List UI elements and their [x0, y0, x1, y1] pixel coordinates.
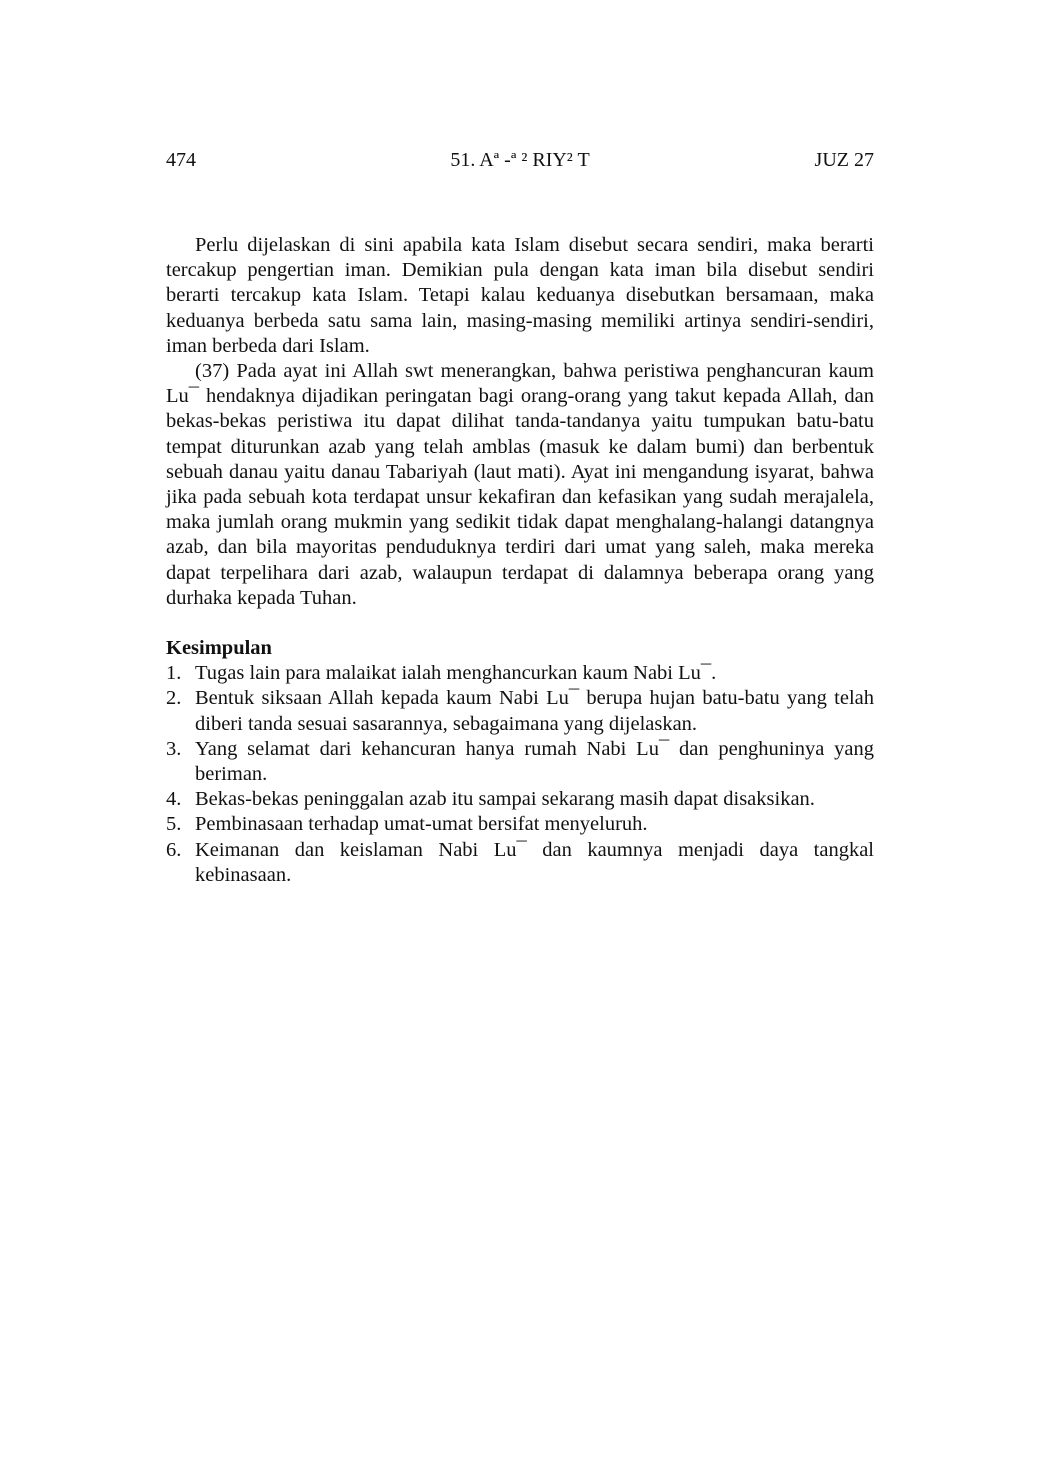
page-body [166, 233, 874, 888]
chapter-title: 51. Aª -ª ² RIY² T [450, 149, 590, 171]
list-item-text: Yang selamat dari kehancuran hanya rumah Nabi Lu¯ dan penghuninya yang beriman. [195, 737, 874, 786]
list-item-number: 5. [166, 813, 182, 836]
list-item-number: 3. [166, 737, 182, 760]
list-item [166, 686, 874, 736]
list-item [166, 737, 874, 787]
list-item [166, 787, 874, 812]
list-item-number: 1. [166, 662, 182, 685]
conclusion-heading: Kesimpulan [166, 637, 272, 660]
page-number: 474 [166, 149, 196, 171]
list-item-number: 4. [166, 788, 182, 811]
list-item [166, 838, 874, 888]
conclusion-section [166, 636, 874, 888]
list-item-number: 6. [166, 838, 182, 861]
paragraph-verse-37: (37) Pada ayat ini Allah swt menerangkan, bahwa peristiwa penghancuran kaum Lu¯ hendaknya dijadikan peringatan bagi orang-orang yang takut kepada Allah, dan bekas-bekas peristiwa itu dapat dilihat tanda-tandanya yaitu tumpukan batu-batu tempat diturunkan azab yang telah amblas (masuk ke dalam bumi) dan berbentuk sebuah danau yaitu danau Tabariyah (laut mati). Ayat ini mengandung isyarat, bahwa jika pada sebuah kota terdapat unsur kekafiran dan kefasikan yang sudah merajalela, maka jumlah orang mukmin yang sedikit tidak dapat menghalang-halangi datangnya azab, dan bila mayoritas penduduknya terdiri dari umat yang saleh, maka mereka dapat terpelihara dari azab, walaupun terdapat di dalamnya beberapa orang yang durhaka kepada Tuhan. [166, 360, 874, 609]
juz-label: JUZ 27 [814, 149, 874, 171]
paragraph-iman-islam: Perlu dijelaskan di sini apabila kata Islam disebut secara sendiri, maka berarti tercakup pengertian iman. Demikian pula dengan kata iman bila disebut sendiri berarti tercakup kata Islam. Tetapi kalau keduanya disebutkan bersamaan, maka keduanya berbeda satu sama lain, masing-masing memiliki artinya sendiri-sendiri, iman berbeda dari Islam. [166, 234, 874, 357]
list-item-text: Tugas lain para malaikat ialah menghancurkan kaum Nabi Lu¯. [195, 662, 717, 685]
conclusion-list [166, 661, 874, 888]
list-item-text: Keimanan dan keislaman Nabi Lu¯ dan kaumnya menjadi daya tangkal kebinasaan. [195, 838, 874, 886]
list-item [166, 812, 874, 837]
list-item-text: Bekas-bekas peninggalan azab itu sampai sekarang masih dapat disaksikan. [195, 788, 815, 811]
list-item-number: 2. [166, 687, 182, 710]
list-item-text: Pembinasaan terhadap umat-umat bersifat menyeluruh. [195, 813, 648, 836]
list-item-text: Bentuk siksaan Allah kepada kaum Nabi Lu¯ berupa hujan batu-batu yang telah diberi tanda sesuai sasarannya, sebagaimana yang dijelaskan. [195, 687, 874, 735]
list-item [166, 661, 874, 686]
page-header [166, 146, 874, 174]
